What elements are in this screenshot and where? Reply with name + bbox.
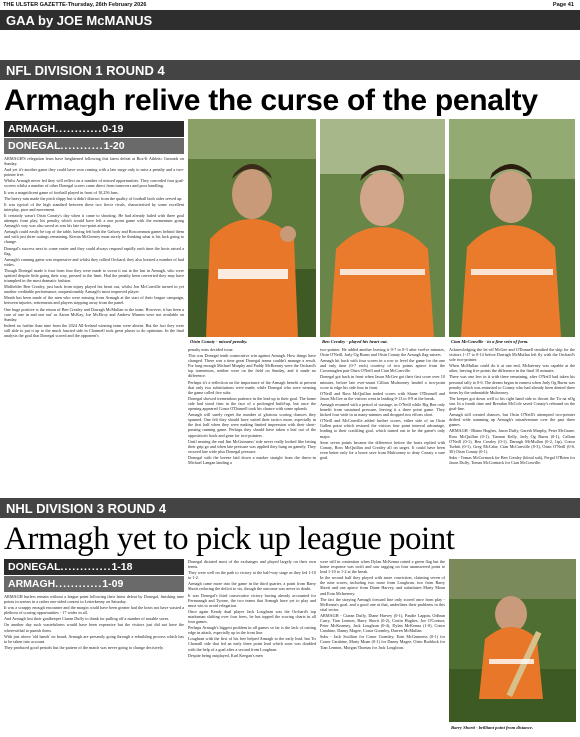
paragraph: ARMAGH hurlers remain without a league point following their latest defeat by Donegal, finishing nine points in arrears in a rather one-sided contest in Letterkenny on Saturday. [4,594,184,605]
paragraph: In the second half they played with more conviction, claiming seven of the nine scores, including two more from Loughran, two from Barry Shortt and one apiece from Diane Harvey, and substitutes Marty Moan and Eoin McInerney. [320,575,445,596]
section-title: GAA by JOE McMANUS [6,13,153,28]
paragraph: Meath has been made of the men who were missing from Armagh at the start of their league campaign, between injuries, retirements and players stepping away from the panel. [4,295,184,306]
paragraph: ARMAGH'S relegation fears have heightened following this latest defeat at Box-It Athletic Grounds on Sunday. [4,156,184,167]
paragraph: Armagh came more into the game in the third quarter, a point from Barry Shortt reducing the deficit to six, though the outcome was never in doubt. [188,581,316,592]
paragraph: It was typical of the high standard between these two fierce rivals, characterised by some excellent interplay, pace and movement. [4,201,184,212]
story1-headline: Armagh relive the curse of the penalty [4,84,538,117]
photo-cian-mcconville [449,119,575,337]
paragraph: penalty miss decided issue. [188,347,234,352]
paragraph: Acknowledging the let-off McGee and O'Donnell steadied the ship for the visitors 1-17 to 0-14 before Darragh McMullan left fly with the Orchard's sole two-pointer. [449,347,575,363]
paragraph: Donegal with the breeze laid down a marker straight from the throw-in Michael Langan landing a [188,454,316,465]
paragraph: were still in contention when Dylan McKenna raised a green flag but the home response was swift and saw tagging on four unanswered point to lead 1-10 to 1-2 at the break. [320,559,445,575]
paragraph: Once again Keady dual player Jack Loughran was the Orchard's top marksman shifting over four frees, he has topped the scoring charts in all four games. [188,608,316,625]
paragraph: O'Neill and McConville added further scores, either side of an Oisin Gallen point which restored the visitors four point interval advantage, leading to their crackling goal, which turned out to be the game's only major. [320,418,445,439]
paragraph: Armagh still created chances, but Oisin O'Neill's attempted two-pointer drifted wide summing up Armagh's misadventure over the past three games. [449,412,575,428]
paragraph: Though Donegal made it four from four they were made to sweat it out at the last in Armagh, who were spirited despite little going their way, pressed to the limit. Had the penalty been converted they may have triumphed in the most dramatic fashion. [4,267,184,284]
paragraph: Perhaps Armagh's biggest problem in all games so far is the lack of cutting edge in attack, especially up in the front line. [188,625,316,636]
paragraph: Indeed no further than nine from the 2024 All-Ireland winning team were absent. But the fact they were still able to put it up to the much fancied side in Clonmell took great pluses to do optimism. In the final analysis the goal that Donegal scored and the opponent's [4,322,184,338]
caption-oisin-conaty: Oisin Conaty - missed penalty. [190,339,248,344]
section-band [0,10,580,30]
paragraph: Perhaps it's a reflection on the importance of the Armagh benefit at present that only two substitutions were made, while Donegal who were winning the game called five subs. [188,379,316,395]
paragraph: Donegal showed tremendous patience in the lead up to their goal. The home side had stood firm in the face of a prolonged build-up, but once the opening appeared Conor O'Donnell took his chance with some aplomb. [188,395,316,412]
paragraph: Seon seven points became the difference before the hosts replied with Conaty, Ross McQuillan and Crealey all on target. It could have been even better only for a brave save from Mulrooney to deny Conaty a sure goal. [320,439,445,460]
paragraph: Whilst Armagh never led they will reflect on a number of missed opportunities. They conceded four goal-scorers whilst a number of other Donegal scores came direct from turnovers and poor handling. [4,178,184,189]
story1-band-label: NFL DIVISION 1 ROUND 4 [6,63,165,78]
story2-scoreboard [4,559,184,593]
story1-column-4 [449,347,575,495]
story2-column-3 [320,559,445,735]
paragraph: Armagh will surely regret the number of glorious scoring chances they spurned. One felt they should have varied their tactics more, especially in the first half when they were making limited impression with their short-passing running game. Perhaps they should have taken a leaf out of the opposition's book and gone for two-pointers. [188,412,316,438]
paragraph: Armagh's running game was impressive and whilst they rallied Orchard, they also hoisted a number of bad wides. [4,256,184,267]
paragraph: Subs - Jack Scullion for Conor Gormley, Eoin McGuinness (0-1) for Conor Carabine, Marty Moan (0-1) for Danny Magee, Oisin Ruddock for Tian Lennon, Morgan Thomas for Jack Loughran. [320,634,445,650]
paper-dateline: THE ULSTER GAZETTE-Thursday, 26th February 2026 [3,2,147,8]
story2-band-label: NHL DIVISION 3 ROUND 4 [6,501,167,516]
paragraph: And yet it's another game they could have won coming with a late surge only to miss a penalty and a two-pointer free. [4,167,184,178]
story1-band [0,60,580,80]
story2-column-2 [188,559,316,735]
paragraph: Armagh resumed with a period of wastage, as O'Neill while Big Ben only benefit from sustained pressure, leaving it a three point game. They kicked four wide in as many minutes and dropped two efforts short. [320,401,445,418]
paragraph: Subs - Tomas McCormack for Ben Crealey (blood sub), Fergal O'Brien for Jason Duffy, Tomas McCormack for Cian McConville. [449,454,575,465]
story2-band [0,498,580,518]
paragraph: Armagh could easily be top of the table, having left both the Galway and Roscommon games behind them and with just three outings remaining, Kieran McGeeney must surely be thinking what is his luck going to change. [4,229,184,245]
caption-ben-crealey: Ben Crealey - played his heart out. [322,339,388,344]
page-number: Page 41 [552,2,574,8]
paragraph: When McMullan could do it at one end, McInerney was capable at the other, leaving five points the difference in the final 10 minutes. [449,363,575,374]
paragraph: Despite being outplayed, Karl Keegan's men [188,652,263,658]
paragraph: ARMAGH - Blaine Hughes, Jason Duffy, Gareth Murphy, Peter McGrane, Ross McQuillan (0-1), Tiarnan Kelly, Jarly Og Burns (0-1), Callum O'Neill (0-1), Ben Crealey (0-1), Darragh McMullan (0-2, 1tp), Conor Turbitt (0-1), Greg McCabe, Cian McConville (0-3), Oisin O'Neill (0-6, 30) Oisin Conaty (0-1). [449,428,575,454]
paragraph: The heavy rain made the pitch slippy but it didn't distract from the quality of football both sides served up. [4,195,183,201]
paragraph: It was a scrappy enough encounter and the margin could have been greater had the hosts not have wasted a plethora of scoring opportunities - 17 wides in all. [4,605,184,616]
paragraph: On another day such wastefulness would have been expensive but the visitors just did not have the wherewithal to punish them. [4,622,184,633]
paragraph: It certainly wasn't Oisin Conaty's day when it came to shooting. He had already failed with three goal attempts from play, his penalty which would have left a one point game with the momentum going Armagh's way was also saved as was his late two-point attempt. [4,212,184,229]
story2-column-1 [4,594,184,734]
paragraph: Until nearing the end Jim McGuinness' side never really looked like letting their grip go and when late pressure was applied they hung on gamely. They secured late wide plus Donegal pressure. [188,438,316,454]
story1-column-2 [188,347,316,495]
paragraph: Armagh hit back with four scores in a row to level the game for the one and only time (0-7 each) courtesy of two points apiece from the Crossmaglen pair Oisin O'Neill and Cian McConville. [320,358,445,374]
paragraph: It was Donegal's third consecutive victory having already accounted for Fermanagh and Tyrone, the two teams that Armagh have yet to play and must win to avoid relegation. [188,592,316,608]
paragraph: The fact the straying Armagh forward line only scored once from play - McKenna's goal, and a good one at that, underlines their problems in this vital sector. [320,596,445,612]
paragraph: Loughran with the first of his free helped Armagh to the early lead, but Tir Chonaill side that led an early three point lead which soon was doubled with the help of a goal after a second from Loughran. [188,636,316,652]
paragraph: This was Donegal tenth consecutive win against Armagh. How things have changed. There was a time great Donegal teams couldn't manage a result. For long enough Michael Murphy and Paddy McBrearty were the Orchard's top tormentors, neither were on the field on Sunday, and it made no difference. [188,353,316,379]
paragraph: With just above 'old hands' on board, Armagh are presently going through a rebuilding process which has to be taken into account. [4,633,184,644]
paragraph: Midfielder Ben Crealey, just back from injury played his heart out, whilst Jon McConville turned in yet another creditable performance, unquestionably Armagh's most improved player. [4,284,184,295]
paragraph: Donegal's success next to come easier and they could always respond rapidly each time the hosts raised a flag. [4,245,184,256]
score-row: DONEGAL.............1-18 [4,559,184,575]
caption-cian-mcconville: Cian McConville - in a fine vein of form. [451,339,529,344]
paragraph: And Armagh lost their goalkeeper Ciaran Duffy to thank for pulling off a number of notable saves. [4,616,170,622]
paragraph: Donegal got back in front when Jason McGee got their first score over 10 minutes, before late ever-smart Cillian Mulrooney landed a two-point score to edge his side four in front. [320,374,445,390]
paragraph: Donegal dictated most of the exchanges and played largely on their own terms. [188,559,316,570]
paragraph: O'Neill and Ross McQuillan traded scores with Shane O'Donnell and Jason McGee as the visitors went in leading 0-13 to 0-9 at the break. [320,390,445,401]
paragraph: The keeper got down well to his right hand side to thwart the Tir na nOg star. In a fourth time and Brendan McCole saved Conaty's rebound on the goal-line. [449,395,575,412]
score-row: ARMAGH............1-09 [4,576,184,592]
paragraph: They produced good periods but the pattern of the match was never going to change decisively. [4,644,164,650]
caption-barry-shortt: Barry Shortt - brilliant point from distance. [451,725,534,730]
paragraph: It was a magnificent game of football played in front of 10,256 fans. [4,189,119,195]
paragraph: One huge positive is the return of Ben Crealey and Darragh McMullan to the team. However, it has been a case of one in and one out' as Aaron McKay, Joe McElroy and Andrew Murnin were not available on Sunday. [4,306,184,322]
photo-barry-shortt [449,559,576,722]
paragraph: two-pointer. He added another leaving it 0-7 to 0-3 after twelve minutes, Oisin O'Neill, Jarly Og Burns and Oisin Conaty the Armagh flag-raisers. [320,347,445,358]
photo-oisin-conaty [188,119,316,337]
page-header [0,0,580,10]
score-row: DONEGAL...........1-20 [4,138,184,154]
paragraph: There was one less in it with three remaining, after O'Neill had taken his personal tally to 0-6. The dream began in earnest when Jarly Og Burns was penalty which was entrusted to Conaty who had already been denied three times by the unbeatable Mulrooney. [449,374,575,395]
paragraph: They were well on the path to victory at the half-way stage as they led 1-10 to 1-2. [188,570,316,581]
photo-ben-crealey [320,119,445,337]
story1-column-1 [4,156,184,494]
story1-scoreboard [4,121,184,155]
score-row: ARMAGH............0-19 [4,121,184,137]
story2-headline: Armagh yet to pick up league point [4,521,455,557]
paragraph: ARMAGH - Ciaran Duffy, Diane Harvey (0-1), Paudie Lappin, Odhran Curry, Tian Lennon, Barry Shortt (0-2), Cortin Hughes, Joe O'Connor, Peter McKearney, Jack Loughran (0-4), Dylan McKenna (1-0), Conor Carabine, Danny Magee, Conor Gormley, Darren McMullan. [320,612,445,634]
story1-column-3 [320,347,445,495]
